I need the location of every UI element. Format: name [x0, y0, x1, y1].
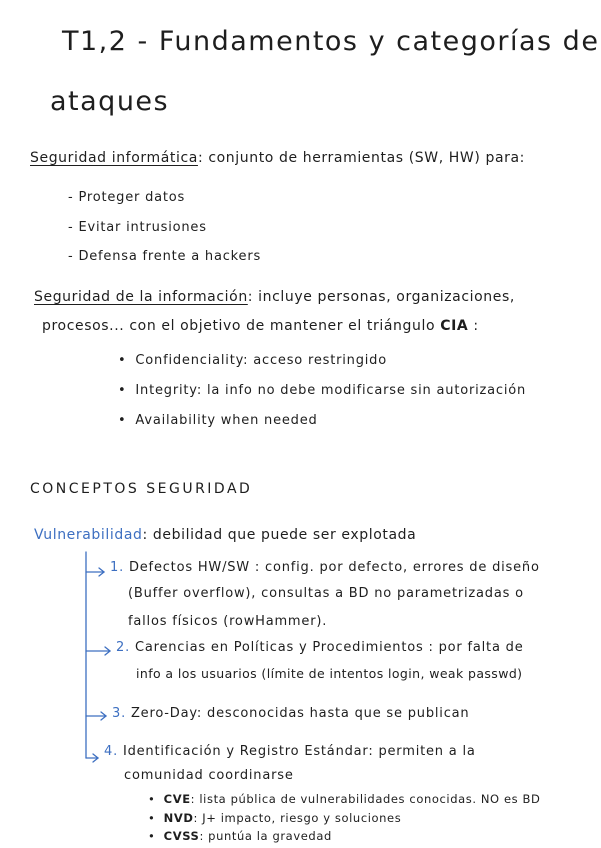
seg-de-info-colon: :: [473, 318, 479, 334]
tree-arrowhead-3: [101, 712, 106, 720]
cia-item-confidentiality: [118, 353, 387, 368]
seg-de-info-line-1: [34, 289, 515, 305]
seg-info-item: - Evitar intrusiones: [68, 220, 207, 235]
seg-de-info-line-2: [42, 318, 479, 334]
tree-arrowhead-1: [99, 568, 104, 576]
seg-de-info-term: Seguridad de la información: [34, 289, 248, 305]
sub-bullet-head: NVD: [163, 811, 194, 825]
point-2-line-2: info a los usuarios (límite de intentos login, weak passwd): [136, 666, 523, 681]
point-text: Identificación y Registro Estándar: permiten a la: [122, 744, 476, 759]
sub-bullet-head: CVSS: [163, 829, 200, 843]
point-text: Zero-Day: desconocidas hasta que se publican: [130, 706, 470, 721]
sub-bullet-head: CVE: [163, 792, 191, 806]
vulnerabilidad-term: Vulnerabilidad: [34, 527, 143, 543]
sub-bullet-nvd: [148, 811, 401, 825]
seg-info-item: - Defensa frente a hackers: [68, 249, 261, 264]
sub-bullet-cve: [148, 792, 540, 806]
cia-item-head: Integrity: [135, 383, 197, 398]
vulnerabilidad-definition: : debilidad que puede ser explotada: [142, 527, 417, 543]
sub-bullet-cvss: [148, 829, 332, 843]
tree-arrowhead-4: [93, 754, 98, 762]
cia-item-head: Availability: [135, 413, 216, 428]
point-number: 3.: [112, 706, 127, 721]
point-4-line-1: [104, 744, 476, 759]
point-number: 4.: [104, 744, 119, 759]
tree-arrowhead-2: [105, 647, 110, 655]
sub-bullet-text: : J+ impacto, riesgo y soluciones: [193, 811, 402, 825]
conceptos-heading: CONCEPTOS SEGURIDAD: [30, 481, 253, 497]
seg-de-info-def-1: : incluye personas, organizaciones,: [247, 289, 515, 305]
point-text: Carencias en Políticas y Procedimientos : por falta de: [134, 640, 524, 655]
seg-info-definition: : conjunto de herramientas (SW, HW) para:: [197, 150, 525, 166]
seg-info-item: - Proteger datos: [68, 190, 185, 205]
point-3-line-1: [112, 706, 469, 721]
cia-item-integrity: [118, 383, 526, 398]
cia-label: CIA: [440, 318, 469, 334]
point-1-line-2: (Buffer overflow), consultas a BD no parametrizadas o: [128, 586, 524, 601]
point-number: 1.: [110, 560, 125, 575]
sub-bullet-text: : puntúa la gravedad: [199, 829, 332, 843]
cia-item-text: : acceso restringido: [243, 353, 387, 368]
point-1-line-3: fallos físicos (rowHammer).: [128, 614, 328, 629]
cia-item-head: Confidenciality: [135, 353, 244, 368]
point-4-line-2: comunidad coordinarse: [124, 768, 294, 783]
seg-info-term: Seguridad informática: [30, 150, 198, 166]
point-text: Defectos HW/SW : config. por defecto, errores de diseño: [128, 560, 540, 575]
cia-item-text: : la info no debe modificarse sin autorización: [196, 383, 527, 398]
page-title-line-2: ataques: [50, 86, 170, 117]
seg-de-info-def-2: procesos... con el objetivo de mantener el triángulo: [42, 318, 436, 334]
page-title-line-1: T1,2 - Fundamentos y categorías de: [62, 26, 600, 57]
vulnerabilidad-line: [34, 527, 416, 543]
cia-item-text: when needed: [215, 413, 318, 428]
cia-item-availability: [118, 413, 318, 428]
sub-bullet-text: : lista pública de vulnerabilidades conocidas. NO es BD: [190, 792, 541, 806]
point-number: 2.: [116, 640, 131, 655]
seg-info-line: [30, 150, 525, 166]
point-1-line-1: [110, 560, 540, 575]
point-2-line-1: [116, 640, 524, 655]
